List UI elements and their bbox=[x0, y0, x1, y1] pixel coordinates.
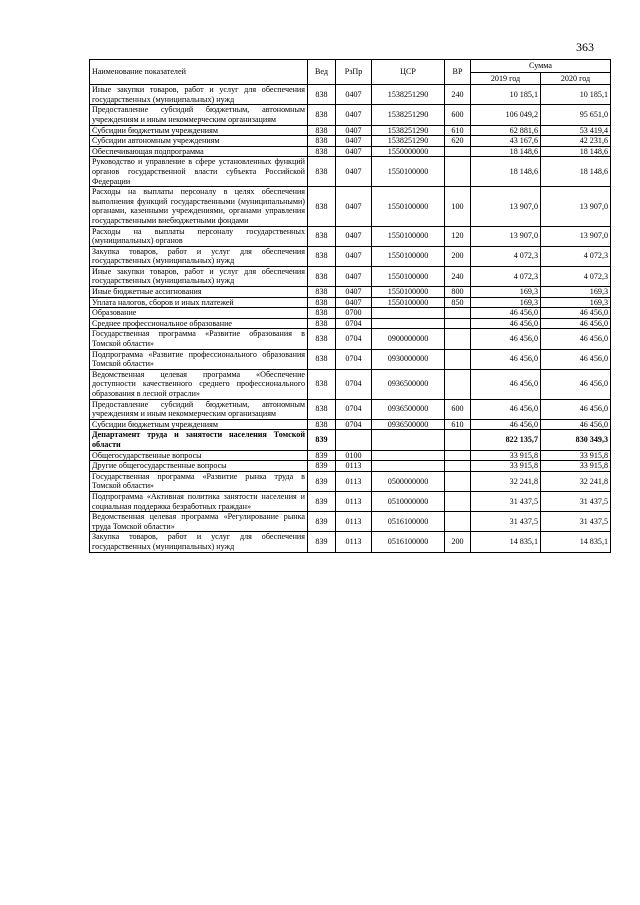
cell-csr: 0516100000 bbox=[372, 532, 445, 552]
cell-name: Ведомственная целевая программа «Регулирование рынка труда Томской области» bbox=[90, 512, 308, 532]
cell-ved: 838 bbox=[308, 369, 336, 399]
cell-name: Субсидии бюджетным учреждениям bbox=[90, 125, 308, 136]
cell-2019: 33 915,8 bbox=[471, 450, 541, 461]
cell-csr: 1550100000 bbox=[372, 287, 445, 298]
table-row bbox=[90, 226, 611, 246]
cell-vr bbox=[445, 461, 471, 472]
table-row bbox=[90, 85, 611, 105]
cell-vr: 600 bbox=[445, 399, 471, 419]
cell-ved: 839 bbox=[308, 512, 336, 532]
cell-2020: 46 456,0 bbox=[541, 399, 611, 419]
cell-2019: 46 456,0 bbox=[471, 318, 541, 329]
table-row bbox=[90, 187, 611, 226]
header-rzpr: РзПр bbox=[336, 60, 372, 85]
cell-vr bbox=[445, 157, 471, 187]
cell-2020: 46 456,0 bbox=[541, 369, 611, 399]
cell-csr: 1538251290 bbox=[372, 105, 445, 125]
cell-csr bbox=[372, 430, 445, 450]
cell-2019: 46 456,0 bbox=[471, 369, 541, 399]
cell-rzpr: 0407 bbox=[336, 187, 372, 226]
cell-2019: 62 881,6 bbox=[471, 125, 541, 136]
cell-name: Закупка товаров, работ и услуг для обеспечения государственных (муниципальных) нужд bbox=[90, 532, 308, 552]
table-row bbox=[90, 318, 611, 329]
cell-ved: 838 bbox=[308, 399, 336, 419]
table-row bbox=[90, 105, 611, 125]
cell-vr: 240 bbox=[445, 266, 471, 286]
cell-vr bbox=[445, 349, 471, 369]
cell-ved: 838 bbox=[308, 246, 336, 266]
cell-rzpr: 0407 bbox=[336, 125, 372, 136]
cell-ved: 838 bbox=[308, 105, 336, 125]
cell-csr: 1538251290 bbox=[372, 125, 445, 136]
cell-2020: 33 915,8 bbox=[541, 450, 611, 461]
cell-rzpr: 0113 bbox=[336, 471, 372, 491]
cell-csr: 1550100000 bbox=[372, 157, 445, 187]
cell-vr bbox=[445, 430, 471, 450]
cell-2020: 13 907,0 bbox=[541, 187, 611, 226]
cell-rzpr: 0704 bbox=[336, 369, 372, 399]
cell-csr: 1550000000 bbox=[372, 146, 445, 157]
cell-ved: 839 bbox=[308, 450, 336, 461]
cell-ved: 839 bbox=[308, 430, 336, 450]
cell-2020: 95 651,0 bbox=[541, 105, 611, 125]
table-row bbox=[90, 491, 611, 511]
cell-rzpr: 0407 bbox=[336, 287, 372, 298]
table-row bbox=[90, 136, 611, 147]
cell-2019: 31 437,5 bbox=[471, 512, 541, 532]
cell-rzpr: 0407 bbox=[336, 85, 372, 105]
header-year-2019: 2019 год bbox=[471, 72, 541, 85]
cell-vr: 200 bbox=[445, 246, 471, 266]
cell-csr bbox=[372, 461, 445, 472]
table-row bbox=[90, 512, 611, 532]
cell-rzpr: 0407 bbox=[336, 157, 372, 187]
cell-2020: 53 419,4 bbox=[541, 125, 611, 136]
cell-ved: 839 bbox=[308, 491, 336, 511]
cell-2020: 42 231,6 bbox=[541, 136, 611, 147]
cell-2020: 830 349,3 bbox=[541, 430, 611, 450]
cell-vr: 600 bbox=[445, 105, 471, 125]
cell-rzpr: 0704 bbox=[336, 419, 372, 430]
cell-2019: 14 835,1 bbox=[471, 532, 541, 552]
table-row bbox=[90, 419, 611, 430]
cell-name: Государственная программа «Развитие рынка труда в Томской области» bbox=[90, 471, 308, 491]
cell-2020: 46 456,0 bbox=[541, 318, 611, 329]
table-row bbox=[90, 266, 611, 286]
cell-name: Руководство и управление в сфере установленных функций органов государственной власти субъекта Российской Федерации bbox=[90, 157, 308, 187]
cell-name: Субсидии автономным учреждениям bbox=[90, 136, 308, 147]
cell-name: Другие общегосударственные вопросы bbox=[90, 461, 308, 472]
cell-name: Расходы на выплаты персоналу государственных (муниципальных) органов bbox=[90, 226, 308, 246]
budget-table bbox=[89, 59, 611, 553]
cell-rzpr: 0704 bbox=[336, 399, 372, 419]
cell-2020: 46 456,0 bbox=[541, 308, 611, 319]
cell-2019: 13 907,0 bbox=[471, 226, 541, 246]
header-vr: ВР bbox=[445, 60, 471, 85]
cell-vr bbox=[445, 146, 471, 157]
cell-csr: 1538251290 bbox=[372, 136, 445, 147]
cell-vr: 100 bbox=[445, 187, 471, 226]
cell-2020: 169,3 bbox=[541, 287, 611, 298]
table-row bbox=[90, 461, 611, 472]
header-ved: Вед bbox=[308, 60, 336, 85]
cell-name: Иные закупки товаров, работ и услуг для обеспечения государственных (муниципальных) нужд bbox=[90, 85, 308, 105]
cell-ved: 838 bbox=[308, 157, 336, 187]
cell-ved: 838 bbox=[308, 419, 336, 430]
cell-ved: 838 bbox=[308, 329, 336, 349]
cell-ved: 838 bbox=[308, 349, 336, 369]
table-row bbox=[90, 349, 611, 369]
cell-2019: 18 148,6 bbox=[471, 157, 541, 187]
header-sum: Сумма bbox=[471, 60, 611, 73]
cell-2019: 32 241,8 bbox=[471, 471, 541, 491]
cell-csr bbox=[372, 318, 445, 329]
cell-name: Субсидии бюджетным учреждениям bbox=[90, 419, 308, 430]
cell-2019: 4 072,3 bbox=[471, 266, 541, 286]
cell-csr: 0900000000 bbox=[372, 329, 445, 349]
cell-name: Уплата налогов, сборов и иных платежей bbox=[90, 297, 308, 308]
cell-vr: 610 bbox=[445, 125, 471, 136]
cell-csr: 0510000000 bbox=[372, 491, 445, 511]
cell-csr: 1550100000 bbox=[372, 297, 445, 308]
cell-vr: 620 bbox=[445, 136, 471, 147]
cell-csr: 0500000000 bbox=[372, 471, 445, 491]
cell-2019: 46 456,0 bbox=[471, 349, 541, 369]
cell-ved: 838 bbox=[308, 146, 336, 157]
cell-rzpr: 0407 bbox=[336, 136, 372, 147]
cell-2020: 31 437,5 bbox=[541, 491, 611, 511]
cell-csr: 1550100000 bbox=[372, 226, 445, 246]
table-header bbox=[90, 60, 611, 85]
table-row bbox=[90, 297, 611, 308]
cell-ved: 839 bbox=[308, 461, 336, 472]
cell-rzpr: 0407 bbox=[336, 246, 372, 266]
cell-name: Подпрограмма «Активная политика занятости населения и социальная поддержка безработных граждан» bbox=[90, 491, 308, 511]
cell-vr bbox=[445, 308, 471, 319]
cell-name: Иные бюджетные ассигнования bbox=[90, 287, 308, 298]
cell-2019: 13 907,0 bbox=[471, 187, 541, 226]
table-row bbox=[90, 308, 611, 319]
cell-rzpr: 0700 bbox=[336, 308, 372, 319]
cell-name: Расходы на выплаты персоналу в целях обеспечения выполнения функций государственными (муниципальными) органами, казенными учреждениями, органами управления государственными внебюджетными фондами bbox=[90, 187, 308, 226]
table-row bbox=[90, 329, 611, 349]
cell-2019: 18 148,6 bbox=[471, 146, 541, 157]
cell-csr bbox=[372, 308, 445, 319]
cell-csr: 0936500000 bbox=[372, 369, 445, 399]
cell-rzpr: 0407 bbox=[336, 105, 372, 125]
table-row bbox=[90, 287, 611, 298]
cell-vr: 120 bbox=[445, 226, 471, 246]
cell-ved: 838 bbox=[308, 187, 336, 226]
cell-2020: 14 835,1 bbox=[541, 532, 611, 552]
cell-rzpr: 0407 bbox=[336, 226, 372, 246]
cell-rzpr: 0113 bbox=[336, 461, 372, 472]
cell-name: Общегосударственные вопросы bbox=[90, 450, 308, 461]
cell-name: Предоставление субсидий бюджетным, автономным учреждениям и иным некоммерческим организациям bbox=[90, 105, 308, 125]
cell-vr bbox=[445, 491, 471, 511]
cell-vr bbox=[445, 369, 471, 399]
table-row bbox=[90, 450, 611, 461]
cell-2020: 32 241,8 bbox=[541, 471, 611, 491]
table-row bbox=[90, 532, 611, 552]
header-name: Наименование показателей bbox=[90, 60, 308, 85]
cell-ved: 838 bbox=[308, 297, 336, 308]
cell-rzpr: 0704 bbox=[336, 349, 372, 369]
cell-csr: 0936500000 bbox=[372, 419, 445, 430]
cell-2019: 4 072,3 bbox=[471, 246, 541, 266]
table-row bbox=[90, 369, 611, 399]
cell-vr bbox=[445, 450, 471, 461]
cell-rzpr: 0407 bbox=[336, 297, 372, 308]
cell-2020: 46 456,0 bbox=[541, 329, 611, 349]
cell-rzpr: 0704 bbox=[336, 329, 372, 349]
cell-2020: 10 185,1 bbox=[541, 85, 611, 105]
cell-name: Образование bbox=[90, 308, 308, 319]
cell-vr: 240 bbox=[445, 85, 471, 105]
cell-2019: 33 915,8 bbox=[471, 461, 541, 472]
cell-rzpr: 0113 bbox=[336, 491, 372, 511]
cell-name: Среднее профессиональное образование bbox=[90, 318, 308, 329]
cell-csr: 1550100000 bbox=[372, 187, 445, 226]
cell-csr: 1550100000 bbox=[372, 246, 445, 266]
table-row bbox=[90, 430, 611, 450]
cell-ved: 838 bbox=[308, 226, 336, 246]
cell-ved: 838 bbox=[308, 85, 336, 105]
cell-vr: 610 bbox=[445, 419, 471, 430]
cell-csr: 0930000000 bbox=[372, 349, 445, 369]
cell-2019: 46 456,0 bbox=[471, 419, 541, 430]
header-csr: ЦСР bbox=[372, 60, 445, 85]
cell-ved: 839 bbox=[308, 532, 336, 552]
cell-csr bbox=[372, 450, 445, 461]
cell-2020: 46 456,0 bbox=[541, 349, 611, 369]
cell-name: Иные закупки товаров, работ и услуг для обеспечения государственных (муниципальных) нужд bbox=[90, 266, 308, 286]
cell-name: Департамент труда и занятости населения Томской области bbox=[90, 430, 308, 450]
cell-csr: 0936500000 bbox=[372, 399, 445, 419]
cell-2019: 46 456,0 bbox=[471, 308, 541, 319]
cell-name: Подпрограмма «Развитие профессионального образования Томской области» bbox=[90, 349, 308, 369]
table-row bbox=[90, 246, 611, 266]
cell-name: Ведомственная целевая программа «Обеспечение доступности качественного среднего профессионального образования в лесной отрасли» bbox=[90, 369, 308, 399]
cell-ved: 838 bbox=[308, 318, 336, 329]
table-row bbox=[90, 471, 611, 491]
cell-rzpr: 0113 bbox=[336, 532, 372, 552]
cell-ved: 838 bbox=[308, 287, 336, 298]
cell-vr: 850 bbox=[445, 297, 471, 308]
cell-rzpr bbox=[336, 430, 372, 450]
cell-rzpr: 0113 bbox=[336, 512, 372, 532]
cell-vr bbox=[445, 512, 471, 532]
cell-2019: 169,3 bbox=[471, 287, 541, 298]
table-row bbox=[90, 146, 611, 157]
cell-2020: 46 456,0 bbox=[541, 419, 611, 430]
header-year-2020: 2020 год bbox=[541, 72, 611, 85]
cell-2020: 31 437,5 bbox=[541, 512, 611, 532]
cell-2019: 106 049,2 bbox=[471, 105, 541, 125]
cell-vr bbox=[445, 471, 471, 491]
cell-vr bbox=[445, 329, 471, 349]
cell-ved: 838 bbox=[308, 266, 336, 286]
page-number: 363 bbox=[576, 40, 594, 54]
cell-vr bbox=[445, 318, 471, 329]
cell-vr: 800 bbox=[445, 287, 471, 298]
cell-ved: 838 bbox=[308, 136, 336, 147]
cell-2019: 31 437,5 bbox=[471, 491, 541, 511]
cell-2020: 33 915,8 bbox=[541, 461, 611, 472]
cell-2020: 4 072,3 bbox=[541, 266, 611, 286]
table-row bbox=[90, 125, 611, 136]
cell-2019: 46 456,0 bbox=[471, 399, 541, 419]
table-row bbox=[90, 157, 611, 187]
cell-ved: 838 bbox=[308, 308, 336, 319]
cell-2019: 822 135,7 bbox=[471, 430, 541, 450]
cell-2019: 169,3 bbox=[471, 297, 541, 308]
cell-name: Государственная программа «Развитие образования в Томской области» bbox=[90, 329, 308, 349]
cell-ved: 839 bbox=[308, 471, 336, 491]
cell-rzpr: 0704 bbox=[336, 318, 372, 329]
cell-vr: 200 bbox=[445, 532, 471, 552]
cell-2020: 18 148,6 bbox=[541, 157, 611, 187]
cell-2020: 18 148,6 bbox=[541, 146, 611, 157]
cell-2020: 13 907,0 bbox=[541, 226, 611, 246]
cell-2019: 43 167,6 bbox=[471, 136, 541, 147]
cell-2020: 4 072,3 bbox=[541, 246, 611, 266]
cell-csr: 0516100000 bbox=[372, 512, 445, 532]
cell-2020: 169,3 bbox=[541, 297, 611, 308]
cell-rzpr: 0407 bbox=[336, 266, 372, 286]
cell-2019: 46 456,0 bbox=[471, 329, 541, 349]
table-row bbox=[90, 399, 611, 419]
cell-rzpr: 0407 bbox=[336, 146, 372, 157]
cell-name: Обеспечивающая подпрограмма bbox=[90, 146, 308, 157]
cell-name: Закупка товаров, работ и услуг для обеспечения государственных (муниципальных) нужд bbox=[90, 246, 308, 266]
cell-csr: 1538251290 bbox=[372, 85, 445, 105]
cell-2019: 10 185,1 bbox=[471, 85, 541, 105]
cell-rzpr: 0100 bbox=[336, 450, 372, 461]
cell-ved: 838 bbox=[308, 125, 336, 136]
cell-csr: 1550100000 bbox=[372, 266, 445, 286]
cell-name: Предоставление субсидий бюджетным, автономным учреждениям и иным некоммерческим организациям bbox=[90, 399, 308, 419]
